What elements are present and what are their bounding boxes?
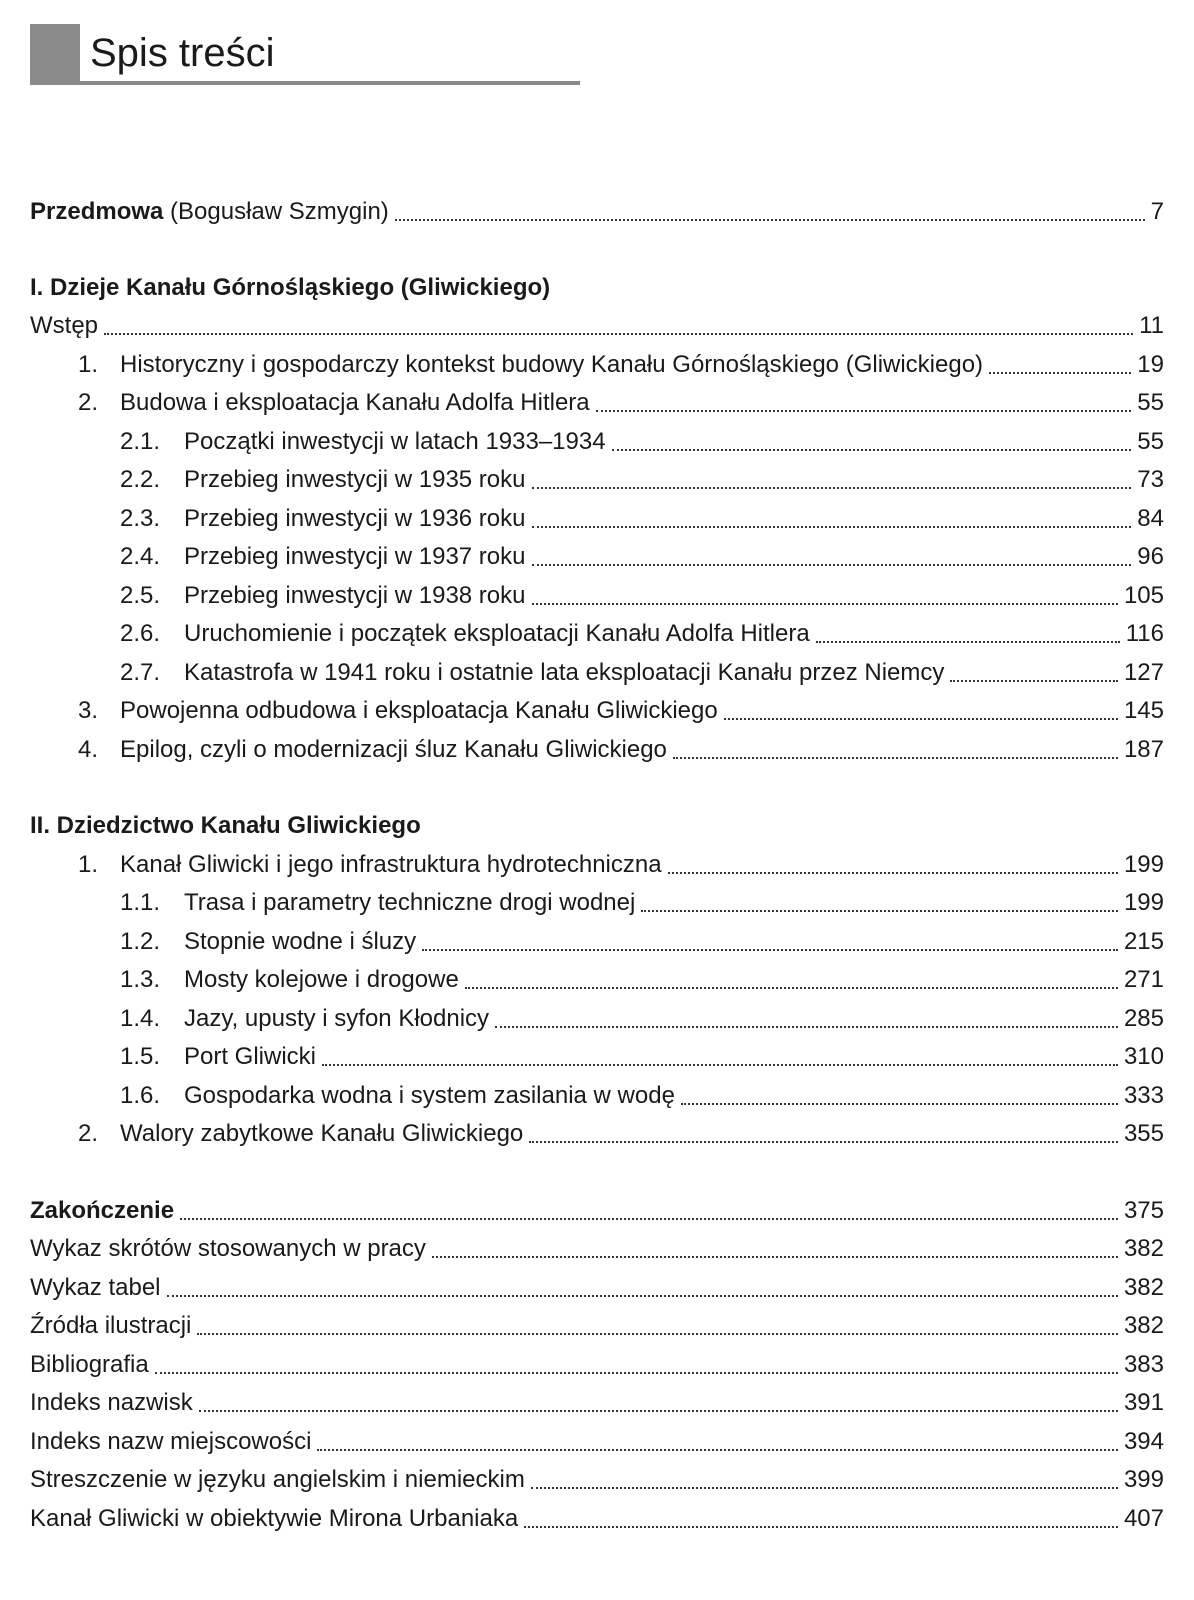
toc-entry-title: Epilog, czyli o modernizacji śluz Kanału Gliwickiego (120, 736, 667, 763)
toc-entry[interactable] (0, 349, 1194, 381)
toc-entry-title: Trasa i parametry techniczne drogi wodnej (184, 889, 636, 916)
toc-page-number: 73 (1137, 466, 1164, 493)
toc-leader-dots (681, 1103, 1118, 1105)
toc-entry[interactable] (0, 1233, 1194, 1265)
toc-page-number: 84 (1137, 505, 1164, 532)
toc-leader-dots (724, 718, 1118, 720)
toc-leader-dots (529, 1141, 1118, 1143)
toc-page-number: 11 (1139, 312, 1164, 339)
toc-leader-dots (668, 872, 1118, 874)
toc-entry-number: 2. (78, 389, 99, 416)
toc-entry-number: 1.4. (120, 1005, 161, 1032)
toc-page-number: 407 (1123, 1505, 1164, 1532)
toc-page-number: 399 (1123, 1466, 1164, 1493)
toc-leader-dots (495, 1026, 1118, 1028)
toc-entry[interactable] (0, 310, 1194, 342)
toc-page-number: 375 (1123, 1197, 1164, 1224)
toc-page-number: 383 (1123, 1351, 1164, 1378)
toc-entry-title: Kanał Gliwicki w obiektywie Mirona Urbaniaka (30, 1505, 519, 1532)
toc-entry[interactable] (0, 503, 1194, 535)
toc-leader-dots (989, 372, 1131, 374)
toc-entry[interactable] (0, 580, 1194, 612)
toc-entry-title: Gospodarka wodna i system zasilania w wodę (184, 1082, 675, 1109)
header-accent-block (30, 24, 80, 82)
toc-leader-dots (532, 487, 1132, 489)
toc-entry-number: 1.1. (120, 889, 161, 916)
toc-leader-dots (155, 1372, 1118, 1374)
toc-leader-dots (317, 1449, 1118, 1451)
toc-entry[interactable] (0, 541, 1194, 573)
toc-leader-dots (532, 564, 1132, 566)
toc-leader-dots (673, 757, 1118, 759)
toc-entry-title: Przebieg inwestycji w 1937 roku (184, 543, 526, 570)
toc-leader-dots (816, 641, 1120, 643)
toc-page-number: 310 (1123, 1043, 1164, 1070)
toc-page-number: 394 (1123, 1428, 1164, 1455)
toc-entry[interactable] (0, 1349, 1194, 1381)
toc-entry-number: 2.4. (120, 543, 161, 570)
toc-page-number: 215 (1123, 928, 1164, 955)
toc-entry-number: 4. (78, 736, 99, 763)
toc-leader-dots (612, 449, 1132, 451)
toc-entry-title-bold: Przedmowa (30, 198, 164, 225)
toc-entry[interactable] (0, 926, 1194, 958)
toc-entry-title: Wstęp (30, 312, 99, 339)
toc-entry-title: Jazy, upusty i syfon Kłodnicy (184, 1005, 490, 1032)
toc-entry-title: Indeks nazwisk (30, 1389, 193, 1416)
toc-entry-title: Przebieg inwestycji w 1938 roku (184, 582, 526, 609)
toc-entry-number: 2.1. (120, 428, 161, 455)
toc-entry-title: Walory zabytkowe Kanału Gliwickiego (120, 1120, 524, 1147)
toc-entry-number: 1.6. (120, 1082, 161, 1109)
toc-entry-number: 2.7. (120, 659, 161, 686)
toc-entry[interactable] (0, 1003, 1194, 1035)
toc-entry-title: Bibliografia (30, 1351, 149, 1378)
toc-page-number: 199 (1123, 889, 1164, 916)
toc-entry-title: Indeks nazw miejscowości (30, 1428, 312, 1455)
toc-page-number: 355 (1123, 1120, 1164, 1147)
toc-entry[interactable] (0, 1310, 1194, 1342)
toc-page-number: 271 (1123, 966, 1164, 993)
toc-entry[interactable] (0, 1118, 1194, 1150)
toc-entry[interactable] (0, 1041, 1194, 1073)
toc-entry-number: 1.2. (120, 928, 161, 955)
toc-leader-dots (465, 987, 1118, 989)
toc-entry[interactable] (0, 1426, 1194, 1458)
toc-entry-number: 1.3. (120, 966, 161, 993)
toc-entry[interactable] (0, 464, 1194, 496)
toc-page-number: 19 (1137, 351, 1164, 378)
toc-entry-title: Historyczny i gospodarczy kontekst budowy Kanału Górnośląskiego (Gliwickiego) (120, 351, 984, 378)
toc-leader-dots (104, 333, 1133, 335)
toc-entry[interactable] (0, 734, 1194, 766)
toc-entry-title: Kanał Gliwicki i jego infrastruktura hydrotechniczna (120, 851, 662, 878)
toc-entry-title: Budowa i eksploatacja Kanału Adolfa Hitlera (120, 389, 590, 416)
toc-entry-number: 2.2. (120, 466, 161, 493)
toc-leader-dots (395, 219, 1145, 221)
header-rule (30, 81, 580, 85)
toc-leader-dots (531, 1487, 1118, 1489)
toc-entry-number: 1. (78, 851, 99, 878)
toc-entry[interactable] (0, 1195, 1194, 1227)
toc-entry-title: Stopnie wodne i śluzy (184, 928, 417, 955)
toc-entry[interactable] (0, 618, 1194, 650)
toc-entry-number: 3. (78, 697, 99, 724)
page-header (30, 24, 580, 88)
toc-entry[interactable] (0, 964, 1194, 996)
toc-leader-dots (167, 1295, 1118, 1297)
toc-leader-dots (532, 526, 1132, 528)
toc-page-number: 55 (1137, 428, 1164, 455)
toc-entry[interactable] (0, 1464, 1194, 1496)
toc-leader-dots (197, 1333, 1118, 1335)
toc-entry[interactable] (0, 426, 1194, 458)
toc-entry-number: 2.5. (120, 582, 161, 609)
toc-entry[interactable] (0, 849, 1194, 881)
toc-entry-number: 2.3. (120, 505, 161, 532)
toc-leader-dots (422, 949, 1118, 951)
toc-entry[interactable] (0, 1272, 1194, 1304)
toc-entry-title: Przebieg inwestycji w 1936 roku (184, 505, 526, 532)
toc-entry-title: Początki inwestycji w latach 1933–1934 (184, 428, 606, 455)
toc-leader-dots (641, 910, 1118, 912)
toc-entry[interactable] (0, 387, 1194, 419)
toc-entry[interactable] (0, 1080, 1194, 1112)
toc-page-number: 382 (1123, 1274, 1164, 1301)
toc-entry[interactable] (0, 657, 1194, 689)
toc-entry[interactable] (0, 1503, 1194, 1535)
toc-entry[interactable] (0, 695, 1194, 727)
section-heading: II. Dziedzictwo Kanału Gliwickiego (30, 812, 421, 839)
toc-entry-number: 1.5. (120, 1043, 161, 1070)
toc-entry-number: 1. (78, 351, 99, 378)
toc-leader-dots (524, 1526, 1118, 1528)
toc-entry-number: 2. (78, 1120, 99, 1147)
toc-page-number: 96 (1137, 543, 1164, 570)
toc-leader-dots (950, 680, 1118, 682)
toc-leader-dots (432, 1256, 1118, 1258)
toc-page-number: 199 (1123, 851, 1164, 878)
toc-entry-title (30, 1195, 174, 1227)
toc-entry[interactable] (0, 1387, 1194, 1419)
toc-entry-title: Wykaz skrótów stosowanych w pracy (30, 1235, 426, 1262)
toc-leader-dots (322, 1064, 1118, 1066)
toc-leader-dots (180, 1218, 1118, 1220)
section-heading: I. Dzieje Kanału Górnośląskiego (Gliwickiego) (30, 274, 551, 301)
toc-page-number: 187 (1123, 736, 1164, 763)
toc-entry-title: Uruchomienie i początek eksploatacji Kanału Adolfa Hitlera (184, 620, 810, 647)
toc-entry-title: Powojenna odbudowa i eksploatacja Kanału Gliwickiego (120, 697, 718, 724)
toc-entry-title: Przedmowa (Bogusław Szmygin) (30, 198, 389, 225)
toc-leader-dots (532, 603, 1118, 605)
toc-page-number: 382 (1123, 1312, 1164, 1339)
toc-page-number: 7 (1150, 198, 1164, 225)
toc-leader-dots (199, 1410, 1118, 1412)
toc-entry-title: Katastrofa w 1941 roku i ostatnie lata eksploatacji Kanału przez Niemcy (184, 659, 945, 686)
toc-entry-title: Streszczenie w języku angielskim i niemieckim (30, 1466, 525, 1493)
toc-entry-title-bold: Zakończenie (30, 1197, 175, 1224)
toc-entry-title: Źródła ilustracji (30, 1312, 192, 1339)
toc-entry-title: Port Gliwicki (184, 1043, 317, 1070)
toc-entry[interactable] (0, 196, 1194, 228)
toc-page-number: 285 (1123, 1005, 1164, 1032)
toc-page-number: 55 (1137, 389, 1164, 416)
toc-entry-title: Wykaz tabel (30, 1274, 161, 1301)
toc-entry-title: Mosty kolejowe i drogowe (184, 966, 459, 993)
toc-leader-dots (596, 410, 1132, 412)
toc-page-number: 391 (1123, 1389, 1164, 1416)
toc-page-number: 382 (1123, 1235, 1164, 1262)
toc-page-number: 105 (1123, 582, 1164, 609)
page-title: Spis treści (90, 31, 275, 75)
toc-page-number: 127 (1123, 659, 1164, 686)
toc-page-number: 145 (1123, 697, 1164, 724)
toc-entry[interactable] (0, 887, 1194, 919)
toc-entry-title: Przebieg inwestycji w 1935 roku (184, 466, 526, 493)
toc-page-number: 333 (1123, 1082, 1164, 1109)
toc-page-number: 116 (1125, 620, 1164, 647)
toc-entry-number: 2.6. (120, 620, 161, 647)
